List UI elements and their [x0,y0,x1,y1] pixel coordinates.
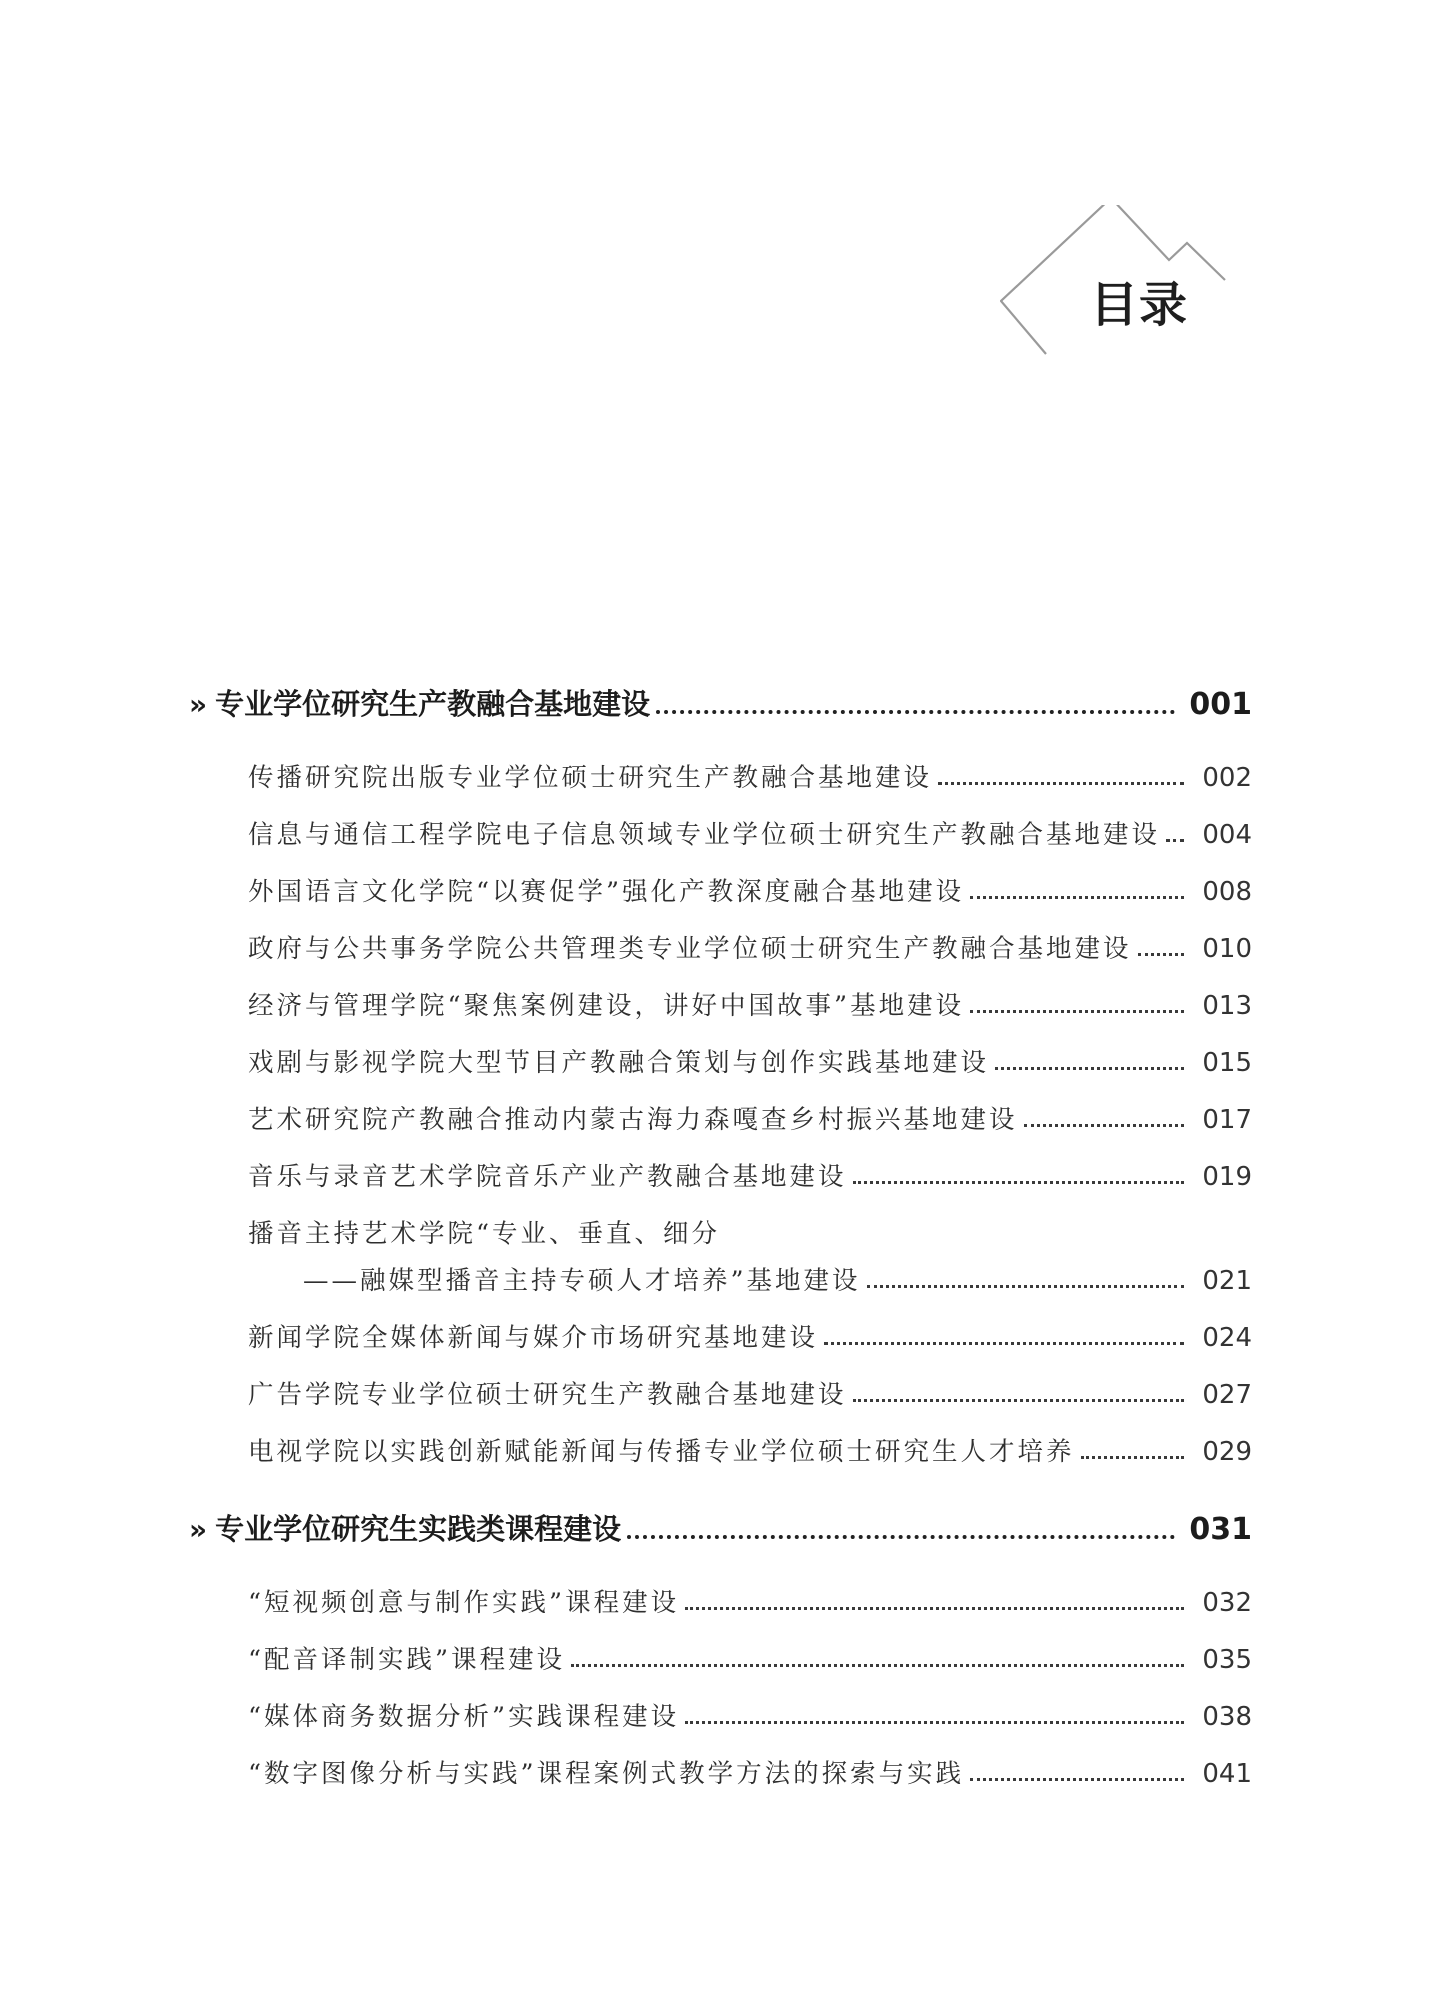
entry-title: 政府与公共事务学院公共管理类专业学位硕士研究生产教融合基地建设 [248,934,1132,964]
toc-entry[interactable] [248,1583,1252,1619]
section-page-number: 031 [1189,1512,1252,1547]
toc-entry-line-2[interactable] [303,1261,1252,1297]
page-title: 目录 [1090,277,1189,333]
toc-entry[interactable] [248,758,1252,794]
entry-page-number: 021 [1202,1266,1252,1296]
section-page-number: 001 [1189,687,1252,722]
dot-leader [1024,1100,1185,1136]
entry-title: 戏剧与影视学院大型节目产教融合策划与创作实践基地建设 [248,1048,990,1078]
dot-leader [995,1043,1184,1079]
dot-leader [1138,929,1185,965]
dot-leader [824,1318,1184,1354]
entry-title: 广告学院专业学位硕士研究生产教融合基地建设 [248,1380,847,1410]
entry-page-number: 024 [1202,1323,1252,1353]
entry-page-number: 038 [1202,1702,1252,1732]
dot-leader [656,682,1175,723]
toc-entry[interactable] [248,1754,1252,1790]
entry-title: 新闻学院全媒体新闻与媒介市场研究基地建设 [248,1323,819,1353]
toc-entry[interactable] [248,1697,1252,1733]
entry-title: “短视频创意与制作实践”课程建设 [248,1588,680,1618]
entry-title: “媒体商务数据分析”实践课程建设 [248,1702,680,1732]
entry-page-number: 010 [1202,934,1252,964]
entry-page-number: 004 [1202,820,1252,850]
dot-leader [970,872,1184,908]
entry-title: 经济与管理学院“聚焦案例建设，讲好中国故事”基地建设 [248,991,965,1021]
entry-title: 信息与通信工程学院电子信息领域专业学位硕士研究生产教融合基地建设 [248,820,1161,850]
entry-page-number: 019 [1202,1162,1252,1192]
entry-page-number: 015 [1202,1048,1252,1078]
entry-page-number: 041 [1202,1759,1252,1789]
entry-title: 音乐与录音艺术学院音乐产业产教融合基地建设 [248,1162,847,1192]
section-title: 专业学位研究生实践类课程建设 [215,1512,622,1546]
dot-leader [685,1697,1184,1733]
entry-page-number: 032 [1202,1588,1252,1618]
toc-section-2[interactable] [189,1507,1252,1548]
toc-entry[interactable] [248,986,1252,1022]
toc-entry[interactable] [248,929,1252,965]
entry-page-number: 013 [1202,991,1252,1021]
dot-leader [853,1375,1185,1411]
toc-section-1[interactable] [189,682,1252,723]
entry-page-number: 008 [1202,877,1252,907]
toc-entry[interactable] [248,1375,1252,1411]
dot-leader [867,1261,1185,1297]
dot-leader [938,758,1184,794]
dot-leader [1081,1432,1185,1468]
entry-title: 艺术研究院产教融合推动内蒙古海力森嘎查乡村振兴基地建设 [248,1105,1018,1135]
entry-title: “配音译制实践”课程建设 [248,1645,566,1675]
toc-entry[interactable] [248,1640,1252,1676]
dot-leader [970,986,1184,1022]
section-marker: » [189,1513,208,1546]
entry-page-number: 002 [1202,763,1252,793]
dot-leader [1166,815,1184,851]
toc-entry-line-1[interactable] [248,1214,1252,1250]
section-title: 专业学位研究生产教融合基地建设 [215,687,651,721]
entry-title: 外国语言文化学院“以赛促学”强化产教深度融合基地建设 [248,877,965,907]
dot-leader [970,1754,1184,1790]
toc-entry[interactable] [248,1318,1252,1354]
dot-leader [853,1157,1185,1193]
dot-leader [627,1507,1175,1548]
toc-entry[interactable] [248,1043,1252,1079]
dot-leader [571,1640,1184,1676]
entry-page-number: 017 [1202,1105,1252,1135]
entry-page-number: 027 [1202,1380,1252,1410]
toc-entry[interactable] [248,1432,1252,1468]
entry-page-number: 029 [1202,1437,1252,1467]
dot-leader [685,1583,1184,1619]
entry-title: 播音主持艺术学院“专业、垂直、细分 [248,1219,721,1249]
toc-entry[interactable] [248,1157,1252,1193]
section-marker: » [189,688,208,721]
entry-title: “数字图像分析与实践”课程案例式教学方法的探索与实践 [248,1759,965,1789]
entry-page-number: 035 [1202,1645,1252,1675]
entry-title: 传播研究院出版专业学位硕士研究生产教融合基地建设 [248,763,933,793]
entry-subtitle: ——融媒型播音主持专硕人才培养”基地建设 [303,1266,861,1296]
entry-title: 电视学院以实践创新赋能新闻与传播专业学位硕士研究生人才培养 [248,1437,1075,1467]
toc-entry[interactable] [248,872,1252,908]
toc-entry[interactable] [248,1100,1252,1136]
toc-entry[interactable] [248,815,1252,851]
